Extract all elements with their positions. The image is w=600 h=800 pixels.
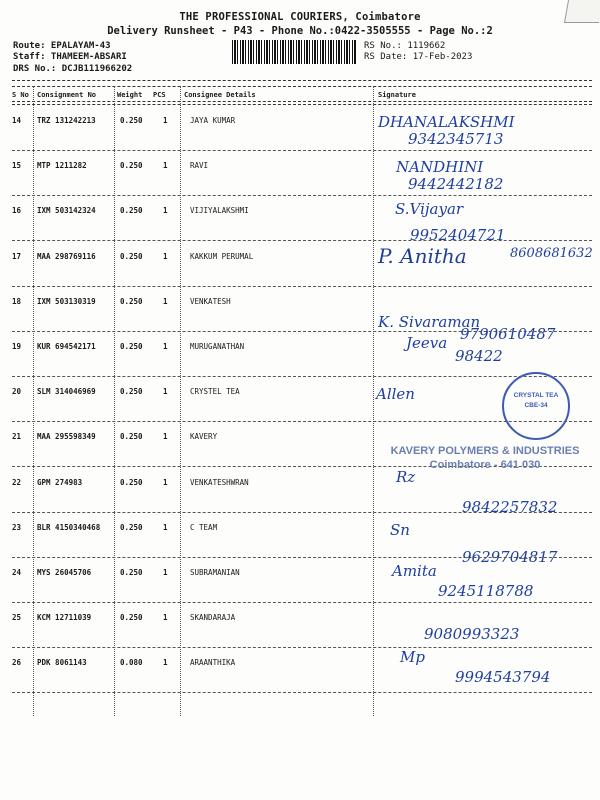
row-weight: 0.250: [120, 116, 143, 125]
row-weight: 0.250: [120, 206, 143, 216]
handwritten-phone: 9842257832: [462, 497, 558, 516]
handwritten-signature: DHANALAKSHMI: [378, 113, 515, 131]
handwritten-phone: 9245118788: [438, 582, 534, 600]
barcode: [232, 40, 356, 64]
row-weight: 0.250: [120, 477, 143, 487]
row-weight: 0.250: [120, 342, 143, 351]
handwritten-phone: 9790610487: [460, 324, 556, 343]
col-signature: Signature: [378, 91, 416, 99]
handwritten-phone: 8608681632: [510, 245, 593, 261]
row-sno: 19: [12, 342, 22, 351]
row-pcs: 1: [163, 206, 168, 216]
row-consignment-no: KCM 12711039: [37, 613, 92, 623]
row-weight: 0.250: [120, 613, 143, 623]
col-sno: S No: [12, 91, 29, 99]
row-divider: [12, 195, 592, 196]
row-consignee: SUBRAMANIAN: [190, 568, 240, 577]
row-consignee: VENKATESHWRAN: [190, 477, 249, 487]
kavery-stamp-line2: Coimbatore - 641 030: [429, 459, 541, 471]
row-weight: 0.250: [120, 568, 143, 577]
row-consignee: SKANDARAJA: [190, 613, 236, 623]
row-consignee: MURUGANATHAN: [190, 342, 245, 351]
row-weight: 0.250: [120, 251, 143, 261]
row-consignee: KAVERY: [190, 432, 218, 442]
seal-text: CRYSTAL TEA: [513, 392, 559, 399]
handwritten-phone: 9952404721: [410, 226, 506, 245]
row-pcs: 1: [163, 342, 168, 351]
row-consignment-no: SLM 314046969: [37, 387, 96, 397]
handwritten-signature: Mp: [400, 648, 425, 667]
row-weight: 0.080: [120, 658, 143, 668]
row-sno: 16: [12, 206, 22, 216]
handwritten-phone: 9629704817: [462, 547, 558, 566]
row-pcs: 1: [163, 613, 168, 623]
kavery-stamp-line1: KAVERY POLYMERS & INDUSTRIES: [390, 445, 580, 457]
row-divider: [12, 557, 592, 558]
row-sno: 15: [12, 161, 22, 171]
drs-number: DRS No.: DCJB111966202: [13, 64, 133, 74]
runsheet-subtitle: Delivery Runsheet - P43 - Phone No.:0422-3505555 - Page No.:2: [107, 25, 493, 37]
row-divider: [12, 647, 592, 648]
row-consignee: VENKATESH: [190, 296, 231, 306]
handwritten-signature: Rz: [396, 467, 416, 486]
column-line: [33, 86, 34, 716]
row-sno: 25: [12, 613, 22, 623]
row-consignment-no: IXM 503130319: [37, 296, 96, 306]
row-consignee: KAKKUM PERUMAL: [190, 251, 254, 261]
row-sno: 22: [12, 477, 22, 487]
route-label: Route: EPALAYAM-43: [13, 41, 111, 51]
header-divider: [12, 80, 592, 81]
seal-subtext: CBE-34: [524, 402, 548, 409]
row-pcs: 1: [163, 658, 168, 668]
handwritten-signature: P. Anitha: [378, 243, 467, 268]
row-sno: 26: [12, 658, 22, 668]
handwritten-signature: Jeeva: [406, 334, 448, 352]
row-weight: 0.250: [120, 432, 143, 442]
courier-title: THE PROFESSIONAL COURIERS, Coimbatore: [179, 11, 421, 23]
row-weight: 0.250: [120, 296, 143, 306]
row-divider: [12, 512, 592, 513]
row-consignment-no: MTP 1211282: [37, 161, 87, 171]
crystal-tea-seal: [502, 372, 570, 440]
row-consignment-no: KUR 694542171: [37, 342, 96, 351]
row-consignee: RAVI: [190, 161, 209, 171]
row-consignee: VIJIYALAKSHMI: [190, 206, 249, 216]
row-sno: 20: [12, 387, 22, 397]
row-sno: 17: [12, 251, 22, 261]
row-consignment-no: MYS 26045706: [37, 568, 92, 577]
rs-date: RS Date: 17-Feb-2023: [364, 52, 473, 62]
staff-label: Staff: THAMEEM-ABSARI: [13, 52, 127, 62]
handwritten-signature: NANDHINI: [396, 158, 484, 177]
column-header-divider: [12, 104, 592, 105]
row-pcs: 1: [163, 568, 168, 577]
row-pcs: 1: [163, 387, 168, 397]
rs-number: RS No.: 1119662: [364, 41, 446, 51]
row-consignee: ARAANTHIKA: [190, 658, 236, 668]
row-pcs: 1: [163, 477, 168, 487]
row-consignment-no: IXM 503142324: [37, 206, 96, 216]
row-consignee: C TEAM: [190, 522, 218, 532]
row-consignment-no: TRZ 131242213: [37, 116, 96, 125]
row-consignment-no: GPM 274983: [37, 477, 83, 487]
row-pcs: 1: [163, 161, 168, 171]
col-consignment: Consignment No: [37, 91, 97, 99]
handwritten-phone: 9442442182: [408, 175, 504, 194]
row-sno: 18: [12, 296, 22, 306]
handwritten-signature: K. Sivaraman: [378, 312, 481, 331]
row-sno: 14: [12, 116, 22, 125]
row-pcs: 1: [163, 251, 168, 261]
row-consignment-no: MAA 295598349: [37, 432, 96, 442]
row-pcs: 1: [163, 296, 168, 306]
row-divider: [12, 150, 592, 151]
row-consignment-no: BLR 4150340468: [37, 522, 101, 532]
column-line: [180, 86, 181, 716]
handwritten-phone: 9342345713: [408, 130, 504, 148]
row-consignee: CRYSTEL TEA: [190, 387, 240, 397]
col-pcs: PCS: [153, 91, 166, 99]
row-divider: [12, 602, 592, 603]
header-divider: [12, 86, 592, 87]
col-weight: Weight: [117, 91, 143, 99]
handwritten-phone: 9994543794: [455, 668, 551, 687]
row-divider: [12, 331, 592, 332]
handwritten-signature: Allen: [376, 385, 415, 404]
column-line: [114, 86, 115, 716]
row-sno: 24: [12, 568, 22, 577]
row-divider: [12, 286, 592, 287]
column-header-divider: [12, 101, 592, 102]
kavery-company-stamp: [390, 444, 580, 472]
row-weight: 0.250: [120, 161, 143, 171]
handwritten-phone: 9080993323: [424, 625, 520, 644]
row-divider: [12, 376, 592, 377]
row-sno: 23: [12, 522, 22, 532]
row-divider: [12, 240, 592, 241]
row-sno: 21: [12, 432, 22, 442]
row-weight: 0.250: [120, 522, 143, 532]
row-pcs: 1: [163, 432, 168, 442]
row-consignee: JAYA KUMAR: [190, 116, 236, 125]
row-weight: 0.250: [120, 387, 143, 397]
handwritten-signature: Sn: [390, 520, 410, 539]
handwritten-signature: S.Vijayar: [395, 200, 464, 219]
row-consignment-no: MAA 298769116: [37, 251, 96, 261]
column-line: [373, 86, 374, 716]
row-pcs: 1: [163, 116, 168, 125]
row-pcs: 1: [163, 522, 168, 532]
row-consignment-no: PDK 8061143: [37, 658, 87, 668]
col-consignee: Consignee Details: [184, 91, 256, 99]
handwritten-signature: Amita: [392, 562, 437, 580]
handwritten-phone: 98422: [455, 347, 503, 365]
row-divider: [12, 692, 592, 693]
